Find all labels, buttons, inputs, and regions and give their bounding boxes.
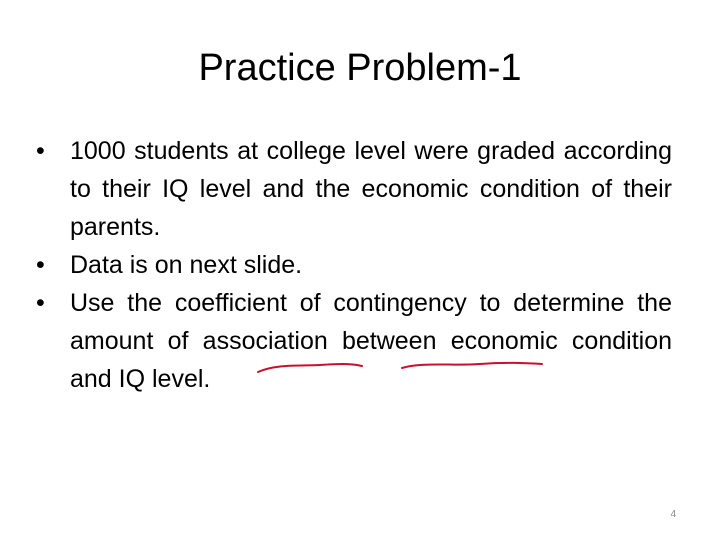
- bullet-text-1: 1000 students at college level were graded according to their IQ level and the economic condition of their parents.: [70, 137, 672, 241]
- bullet-text-3: Use the coefficient of contingency to determine the amount of association between economic condition and IQ level.: [70, 289, 672, 393]
- bullet-icon: •: [36, 289, 45, 317]
- bullet-item-1: [36, 132, 672, 246]
- bullet-icon: •: [36, 251, 45, 279]
- bullet-item-2: [36, 246, 672, 284]
- bullet-text-2: Data is on next slide.: [70, 251, 303, 279]
- bullet-item-3: [36, 284, 672, 398]
- slide-number: 4: [670, 509, 676, 520]
- bullet-list: [36, 132, 672, 398]
- slide-title: Practice Problem-1: [198, 47, 522, 89]
- bullet-icon: •: [36, 137, 45, 165]
